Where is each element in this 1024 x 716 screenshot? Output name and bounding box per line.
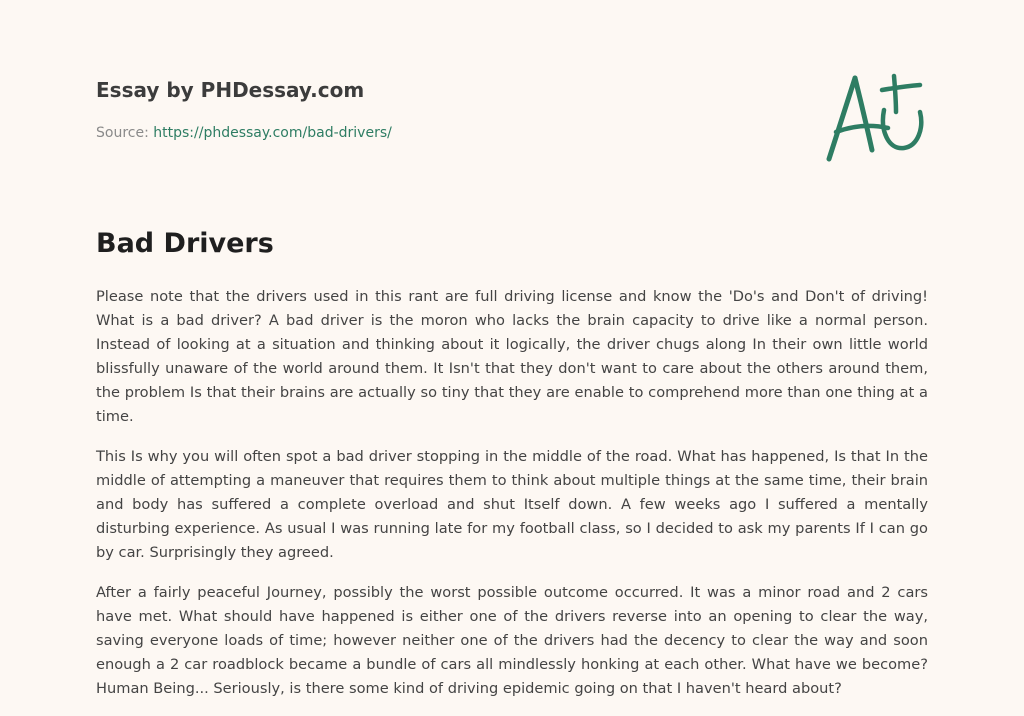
essay-body (96, 285, 928, 716)
essay-paragraph: Please note that the drivers used in this rant are full driving license and know the 'Do's and Don't of driving! What is a bad driver? A bad driver is the moron who lacks the brain capacity to drive like a normal person. Instead of looking at a situation and thinking about it logically, the driver chugs along In their own little world blissfully unaware of the world around them. It Isn't that they don't want to care about the others around them, the problem Is that their brains are actually so tiny that they are enable to comprehend more than one thing at a time. (96, 288, 928, 425)
source-label: Source: (96, 125, 154, 141)
essay-paragraph: This Is why you will often spot a bad driver stopping in the middle of the road. What has happened, Is that In the middle of attempting a maneuver that requires them to think about multiple things at the same time, their brain and body has suffered a complete overload and shut Itself down. A few weeks ago I suffered a mentally disturbing experience. As usual I was running late for my football class, so I decided to ask my parents If I can go by car. Surprisingly they agreed. (96, 448, 928, 561)
source-line (96, 124, 392, 142)
site-brand: Essay by PHDessay.com (96, 78, 365, 102)
source-link[interactable]: https://phdessay.com/bad-drivers/ (153, 125, 392, 141)
essay-paragraph: After a fairly peaceful Journey, possibly the worst possible outcome occurred. It was a minor road and 2 cars have met. What should have happened is either one of the drivers reverse into an opening to clear the way, saving everyone loads of time; however neither one of the drivers had the decency to clear the way and soon enough a 2 car roadblock became a bundle of cars all mindlessly honking at each other. What have we become? Human Being... Seriously, is there some kind of driving epidemic going on that I haven't heard about? (96, 584, 928, 697)
a-plus-grade-icon (822, 68, 928, 164)
essay-title: Bad Drivers (96, 228, 274, 259)
